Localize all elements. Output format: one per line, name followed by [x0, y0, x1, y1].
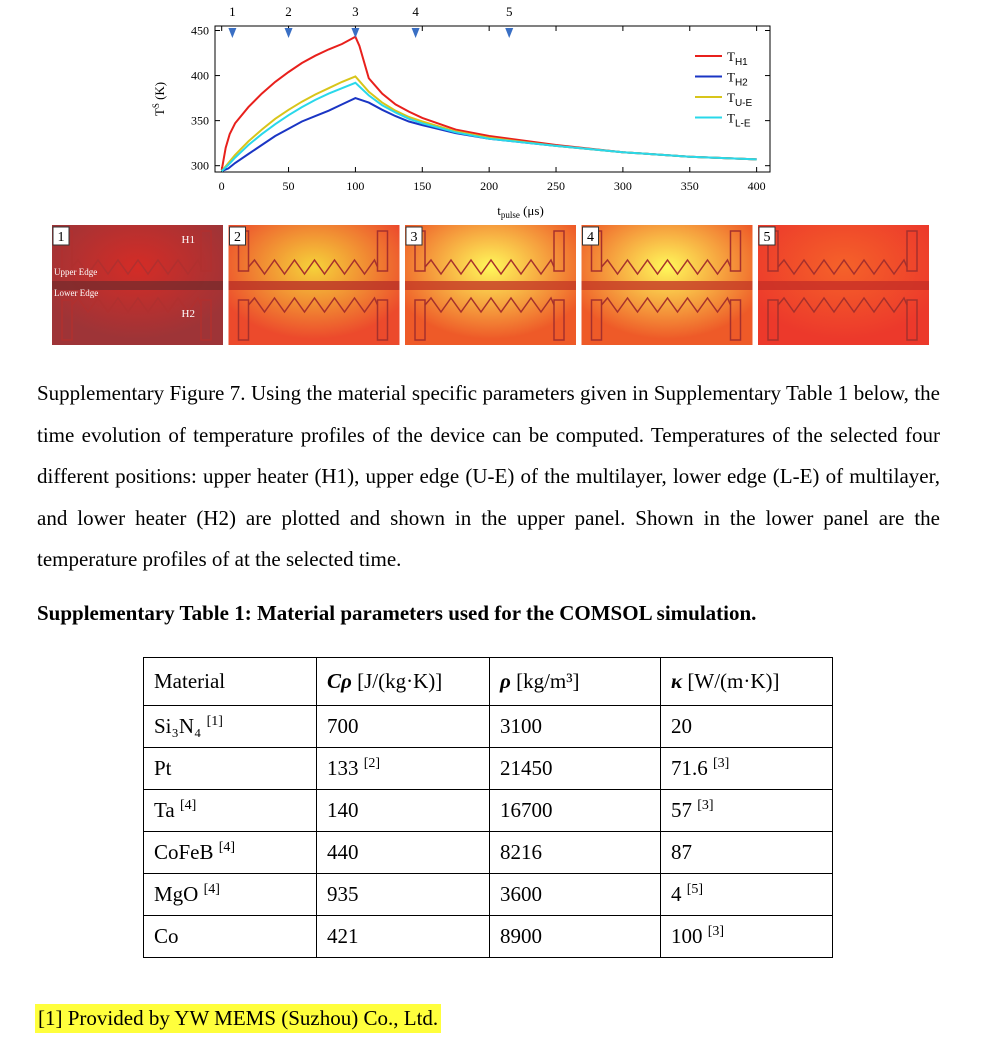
- x-tick-label: 50: [282, 179, 295, 193]
- multilayer-band: [405, 281, 576, 290]
- cell-thermal-conductivity: 87: [661, 832, 833, 874]
- header-thermal-conductivity: κ [W/(m·K)]: [661, 658, 833, 706]
- table-row: [144, 790, 833, 832]
- y-tick-label: 300: [191, 158, 209, 173]
- temperature-chart: [130, 0, 790, 225]
- cell-material: Ta [4]: [144, 790, 317, 832]
- y-axis-label: $T^S$ (K): [151, 81, 167, 117]
- time-marker-arrow: [228, 28, 236, 38]
- table-row: [144, 916, 833, 958]
- multilayer-band: [758, 281, 929, 290]
- series-line-h1: [222, 37, 757, 170]
- time-marker-arrow: [285, 28, 293, 38]
- x-tick-label: 400: [747, 179, 766, 193]
- panel-number: 5: [763, 230, 771, 245]
- legend-entry: $T_{U-E}$: [727, 90, 753, 109]
- table-row: [144, 874, 833, 916]
- multilayer-band: [229, 281, 400, 290]
- time-marker-label: 1: [229, 4, 236, 19]
- time-marker-arrow: [505, 28, 513, 38]
- table-title: Supplementary Table 1: Material parameters used for the COMSOL simulation.: [37, 601, 757, 625]
- series-line-u-e: [222, 77, 757, 172]
- legend-entry: $T_{H2}$: [727, 69, 748, 89]
- header-heat-capacity: Cρ [J/(kg·K)]: [317, 658, 490, 706]
- header-material: Material: [144, 658, 317, 706]
- cell-density: 3600: [490, 874, 661, 916]
- x-tick-label: 150: [413, 179, 432, 193]
- cell-density: 21450: [490, 748, 661, 790]
- table-row: [144, 748, 833, 790]
- x-axis-label: $t_{pulse}$ (μs): [497, 203, 544, 220]
- legend-entry: $T_{H1}$: [727, 49, 748, 68]
- upper-edge-label: Upper Edge: [54, 267, 98, 277]
- time-marker-arrow: [412, 28, 420, 38]
- x-tick-label: 250: [547, 179, 566, 193]
- h2-label: H2: [181, 308, 195, 320]
- temperature-profile-panels: [50, 225, 960, 345]
- h1-label: H1: [181, 234, 195, 246]
- cell-thermal-conductivity: 20: [661, 706, 833, 748]
- profile-panel: [52, 225, 223, 345]
- cell-thermal-conductivity: 71.6 [3]: [661, 748, 833, 790]
- table-row: [144, 832, 833, 874]
- legend-entry: $T_{L-E}$: [727, 110, 751, 130]
- cell-thermal-conductivity: 4 [5]: [661, 874, 833, 916]
- time-marker-label: 3: [352, 4, 359, 19]
- footnote-highlighted: [1] Provided by YW MEMS (Suzhou) Co., Ltd.: [35, 1004, 441, 1033]
- panel-number: 3: [410, 230, 418, 245]
- time-marker-arrow: [351, 28, 359, 38]
- series-line-l-e: [222, 83, 757, 171]
- x-tick-label: 0: [218, 179, 225, 193]
- cell-density: 8900: [490, 916, 661, 958]
- cell-material: Pt: [144, 748, 317, 790]
- table-row: [144, 706, 833, 748]
- panel-number: 2: [234, 230, 241, 245]
- cell-heat-capacity: 700: [317, 706, 490, 748]
- cell-material: MgO [4]: [144, 874, 317, 916]
- profile-panel: [758, 225, 929, 345]
- cell-density: 8216: [490, 832, 661, 874]
- x-tick-label: 200: [480, 179, 499, 193]
- cell-thermal-conductivity: 57 [3]: [661, 790, 833, 832]
- profile-panel: [405, 225, 576, 345]
- plot-frame: [215, 26, 770, 172]
- cell-density: 16700: [490, 790, 661, 832]
- cell-material: CoFeB [4]: [144, 832, 317, 874]
- time-marker-label: 2: [285, 4, 292, 19]
- panel-number: 1: [57, 230, 65, 245]
- cell-heat-capacity: 133 [2]: [317, 748, 490, 790]
- table-header-row: [144, 658, 833, 706]
- header-density: ρ [kg/m³]: [490, 658, 661, 706]
- cell-heat-capacity: 140: [317, 790, 490, 832]
- cell-heat-capacity: 440: [317, 832, 490, 874]
- multilayer-band: [582, 281, 753, 290]
- profile-panel: [582, 225, 753, 345]
- y-tick-label: 350: [191, 113, 209, 128]
- cell-density: 3100: [490, 706, 661, 748]
- time-marker-label: 4: [412, 4, 419, 19]
- x-tick-label: 350: [680, 179, 699, 193]
- material-parameters-table: [143, 657, 833, 958]
- cell-thermal-conductivity: 100 [3]: [661, 916, 833, 958]
- profile-panel: [229, 225, 400, 345]
- x-tick-label: 100: [346, 179, 365, 193]
- series-line-h2: [222, 98, 757, 171]
- cell-heat-capacity: 421: [317, 916, 490, 958]
- cell-heat-capacity: 935: [317, 874, 490, 916]
- cell-material: Co: [144, 916, 317, 958]
- cell-material: Si₃N₄ [1]: [144, 706, 317, 748]
- figure-caption: Supplementary Figure 7. Using the material specific parameters given in Supplementary Table 1 below, the time evolution of temperature profiles of the device can be computed. Temperatures of the selected four different positions: upper heater (H1), upper edge (U-E) of the multilayer, lower edge (L-E) of multilayer, and lower heater (H2) are plotted and shown in the upper panel. Shown in the lower panel are the temperature profiles of at the selected time.: [37, 381, 940, 571]
- x-tick-label: 300: [613, 179, 632, 193]
- lower-edge-label: Lower Edge: [54, 288, 99, 298]
- panel-number: 4: [587, 230, 594, 245]
- y-tick-label: 450: [191, 23, 209, 38]
- y-tick-label: 400: [191, 68, 209, 83]
- time-marker-label: 5: [505, 4, 513, 19]
